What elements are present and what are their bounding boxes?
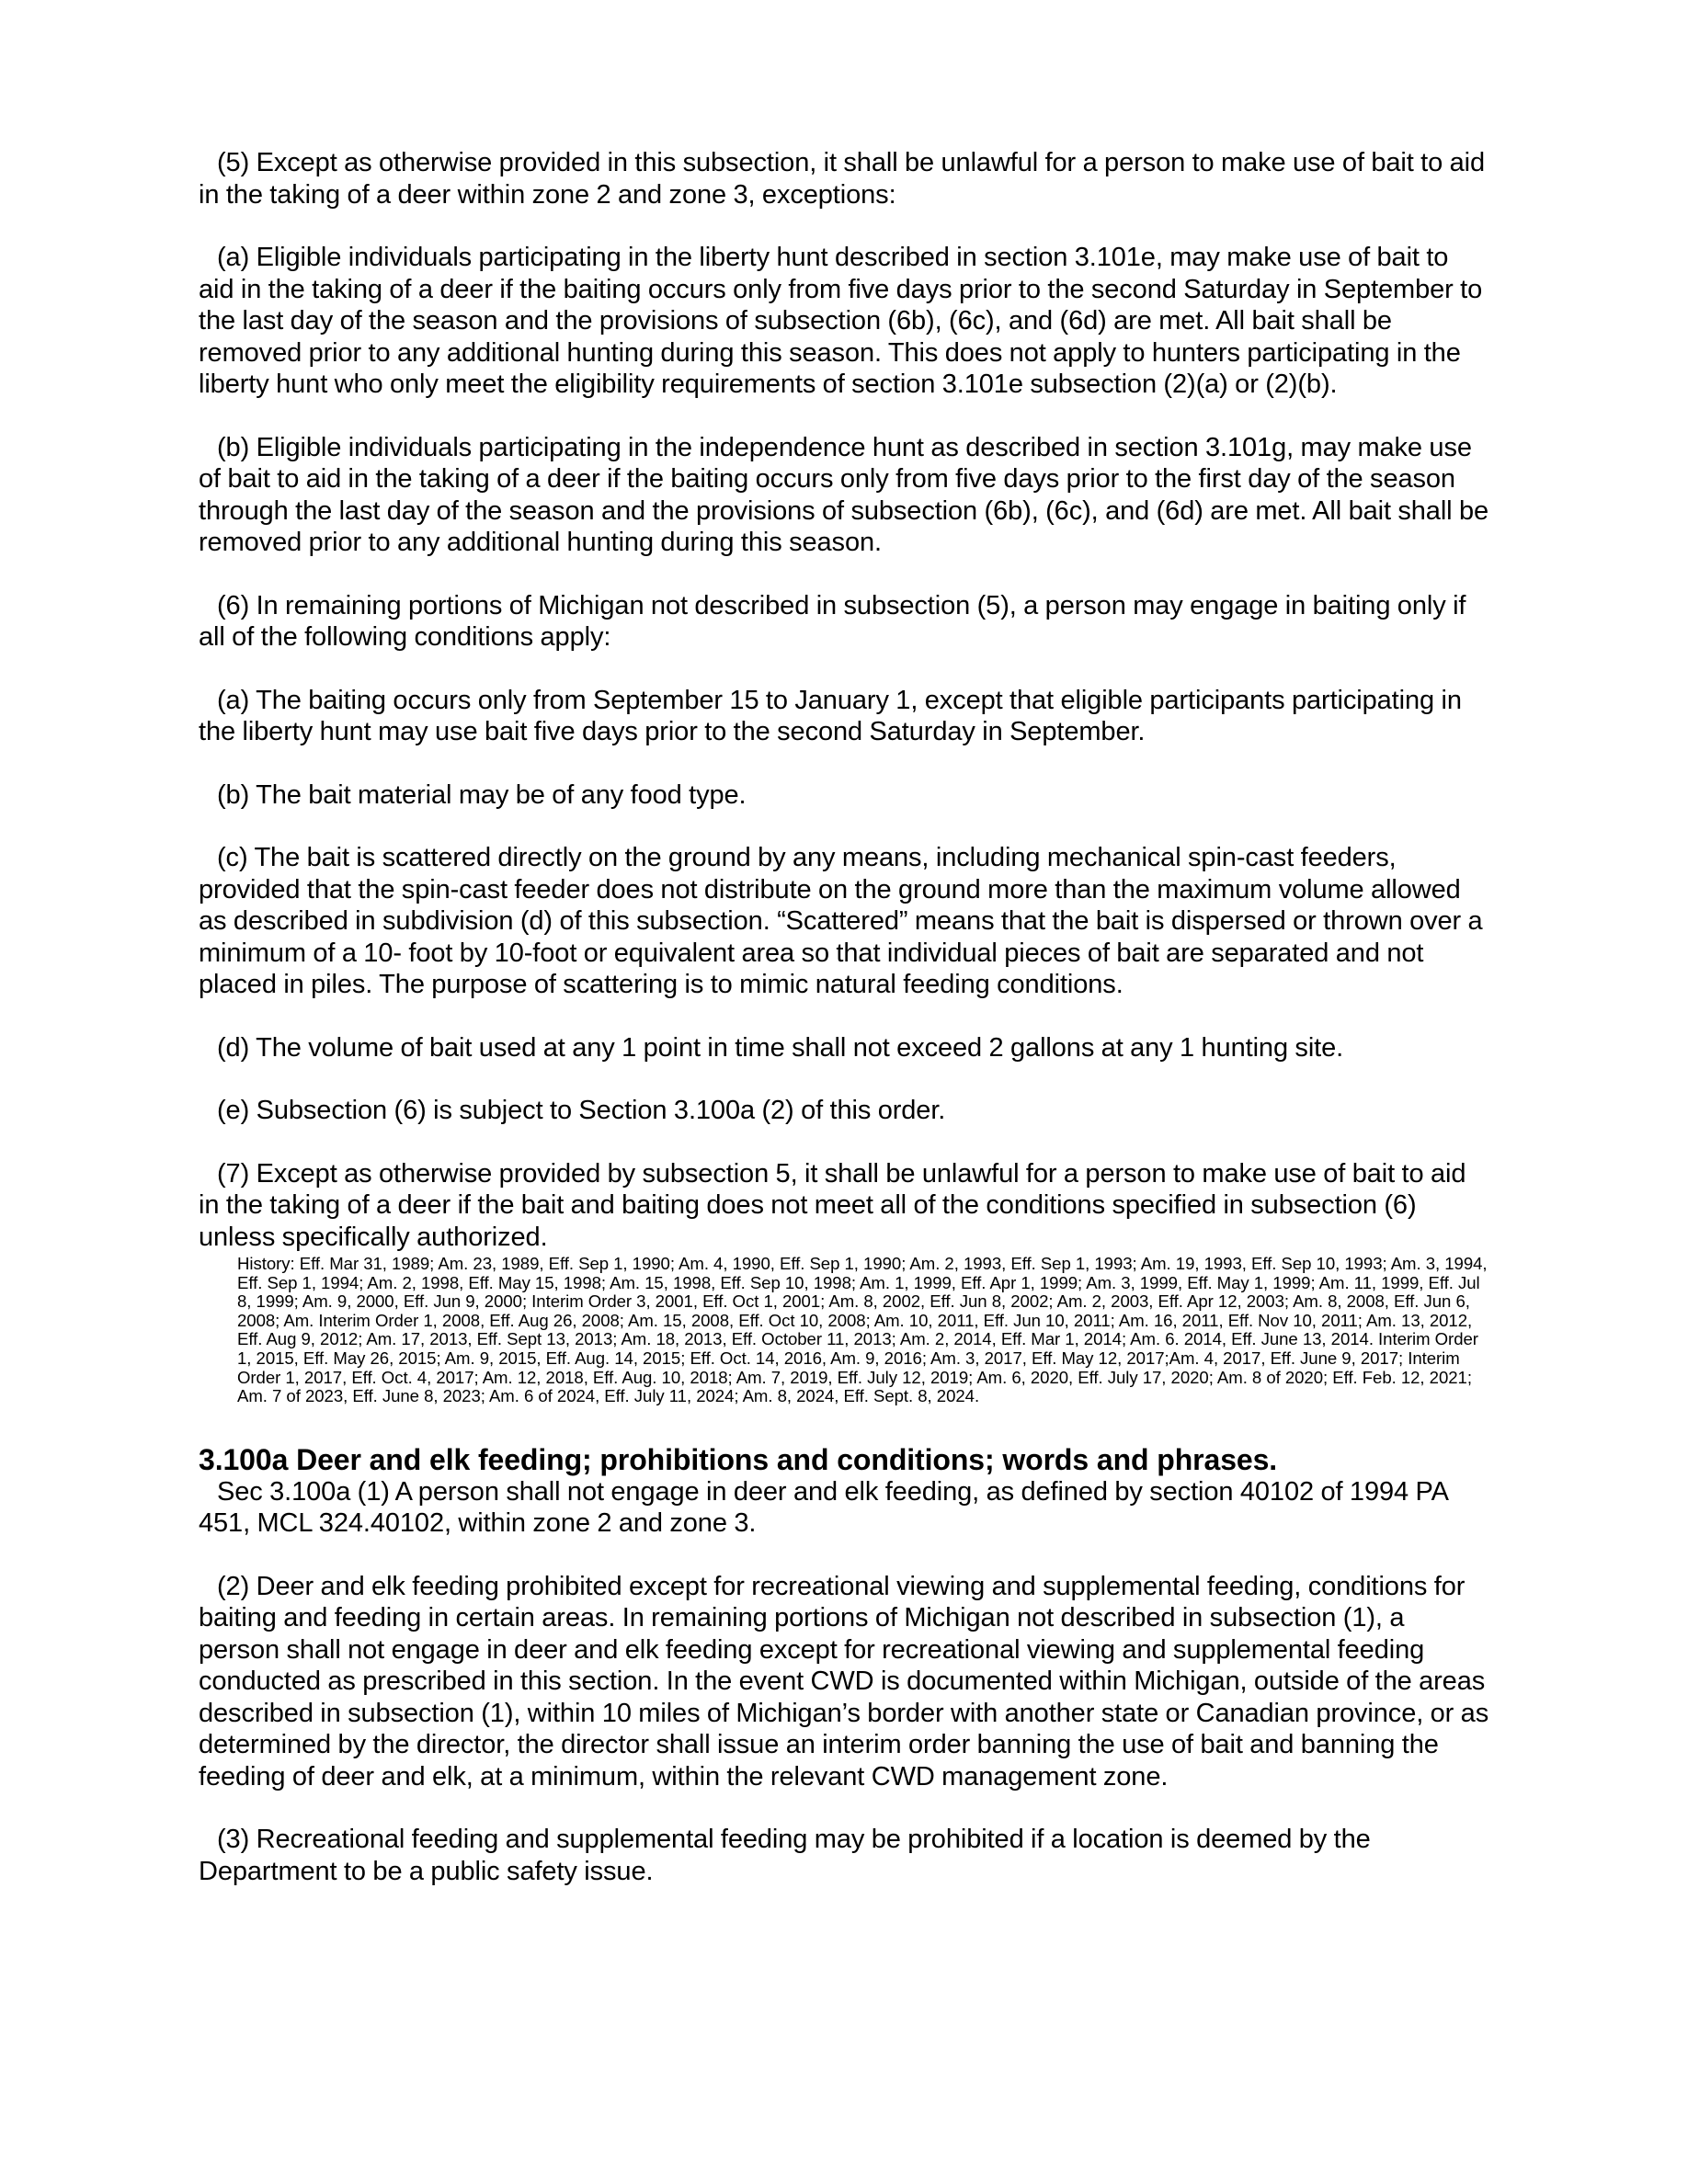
paragraph-3100a-1: Sec 3.100a (1) A person shall not engage in deer and elk feeding, as defined by section 40102 of 1994 PA 451, MCL 324.40102, within zone 2 and zone 3. [199,1476,1448,1539]
paragraph-6c: (c) The bait is scattered directly on the ground by any means, including mechanical spin-cast feeders, provided that the spin-cast feeder does not distribute on the ground more than the maximum volume allowed as described in subdivision (d) of this subsection. “Scattered” means that the bait is dispersed or thrown over a minimum of a 10- foot by 10-foot or equivalent area so that individual pieces of bait are separated and not placed in piles. The purpose of scattering is to mimic natural feeding conditions. [199,843,1483,999]
paragraph-3100a-3: (3) Recreational feeding and supplemental feeding may be prohibited if a location is deemed by the Department to be a public safety issue. [199,1825,1371,1886]
paragraph-6b: (b) The bait material may be of any food type. [217,779,747,810]
paragraph-7: (7) Except as otherwise provided by subsection 5, it shall be unlawful for a person to make use of bait to aid in the taking of a deer if the bait and baiting does not meet all of the conditions specified in subsection (6) unless specifically authorized. [199,1158,1466,1252]
paragraph-3100a-2: (2) Deer and elk feeding prohibited except for recreational viewing and supplemental feeding, conditions for baiting and feeding in certain areas. In remaining portions of Michigan not described in subsection (1), a person shall not engage in deer and elk feeding except for recreational viewing and supplemental feeding conducted as prescribed in this section. In the event CWD is documented within Michigan, outside of the areas described in subsection (1), within 10 miles of Michigan’s border with another state or Canadian province, or as determined by the director, the director shall issue an interim order banning the use of bait and banning the feeding of deer and elk, at a minimum, within the relevant CWD management zone. [199,1571,1489,1792]
paragraph-6a: (a) The baiting occurs only from September 15 to January 1, except that eligible participants participating in the liberty hunt may use bait five days prior to the second Saturday in September. [199,685,1462,746]
history-note: History: Eff. Mar 31, 1989; Am. 23, 1989, Eff. Sep 1, 1990; Am. 4, 1990, Eff. Sep 1, 1990; Am. 2, 1993, Eff. Sep 1, 1993; Am. 19, 1993, Eff. Sep 10, 1993; Am. 3, 1994, Eff. Sep 1, 1994; Am. 2, 1998, Eff. May 15, 1998; Am. 15, 1998, Eff. Sep 10, 1998; Am. 1, 1999, Eff. Apr 1, 1999; Am. 3, 1999, Eff. May 1, 1999; Am. 11, 1999, Eff. Jul 8, 1999; Am. 9, 2000, Eff. Jun 9, 2000; Interim Order 3, 2001, Eff. Oct 1, 2001; Am. 8, 2002, Eff. Jun 8, 2002; Am. 2, 2003, Eff. Apr 12, 2003; Am. 8, 2008, Eff. Jun 6, 2008; Am. Interim Order 1, 2008, Eff. Aug 26, 2008; Am. 15, 2008, Eff. Oct 10, 2008; Am. 10, 2011, Eff. Jun 10, 2011; Am. 16, 2011, Eff. Nov 10, 2011; Am. 13, 2012, Eff. Aug 9, 2012; Am. 17, 2013, Eff. Sept 13, 2013; Am. 18, 2013, Eff. October 11, 2013; Am. 2, 2014, Eff. Mar 1, 2014; Am. 6. 2014, Eff. June 13, 2014. Interim Order 1, 2015, Eff. May 26, 2015; Am. 9, 2015, Eff. Aug. 14, 2015; Eff. Oct. 14, 2016, Am. 9, 2016; Am. 3, 2017, Eff. May 12, 2017;Am. 4, 2017, Eff. June 9, 2017; Interim Order 1, 2017, Eff. Oct. 4, 2017; Am. 12, 2018, Eff. Aug. 10, 2018; Am. 7, 2019, Eff. July 12, 2019; Am. 6, 2020, Eff. July 17, 2020; Am. 8 of 2020; Eff. Feb. 12, 2021; Am. 7 of 2023, Eff. June 8, 2023; Am. 6 of 2024, Eff. July 11, 2024; Am. 8, 2024, Eff. Sept. 8, 2024. [237,1254,1488,1406]
paragraph-5a: (a) Eligible individuals participating in the liberty hunt described in section 3.101e, may make use of bait to aid in the taking of a deer if the baiting occurs only from five days prior to the second Saturday in September to the last day of the season and the provisions of subsection (6b), (6c), and (6d) are met. All bait shall be removed prior to any additional hunting during this season. This does not apply to hunters participating in the liberty hunt who only meet the eligibility requirements of section 3.101e subsection (2)(a) or (2)(b). [199,243,1483,399]
section-heading: 3.100a Deer and elk feeding; prohibitions and conditions; words and phrases. [199,1442,1278,1476]
paragraph-5: (5) Except as otherwise provided in this subsection, it shall be unlawful for a person to make use of bait to aid in the taking of a deer within zone 2 and zone 3, exceptions: [199,148,1486,210]
paragraph-6: (6) In remaining portions of Michigan not described in subsection (5), a person may engage in baiting only if all of the following conditions apply: [199,590,1466,652]
paragraph-5b: (b) Eligible individuals participating in the independence hunt as described in section 3.101g, may make use of bait to aid in the taking of a deer if the baiting occurs only from five days prior to the first day of the season through the last day of the season and the provisions of subsection (6b), (6c), and (6d) are met. All bait shall be removed prior to any additional hunting during this season. [199,432,1489,557]
paragraph-6d: (d) The volume of bait used at any 1 point in time shall not exceed 2 gallons at any 1 hunting site. [217,1032,1344,1063]
document-page [199,147,1489,1918]
paragraph-6e: (e) Subsection (6) is subject to Section 3.100a (2) of this order. [217,1096,946,1125]
